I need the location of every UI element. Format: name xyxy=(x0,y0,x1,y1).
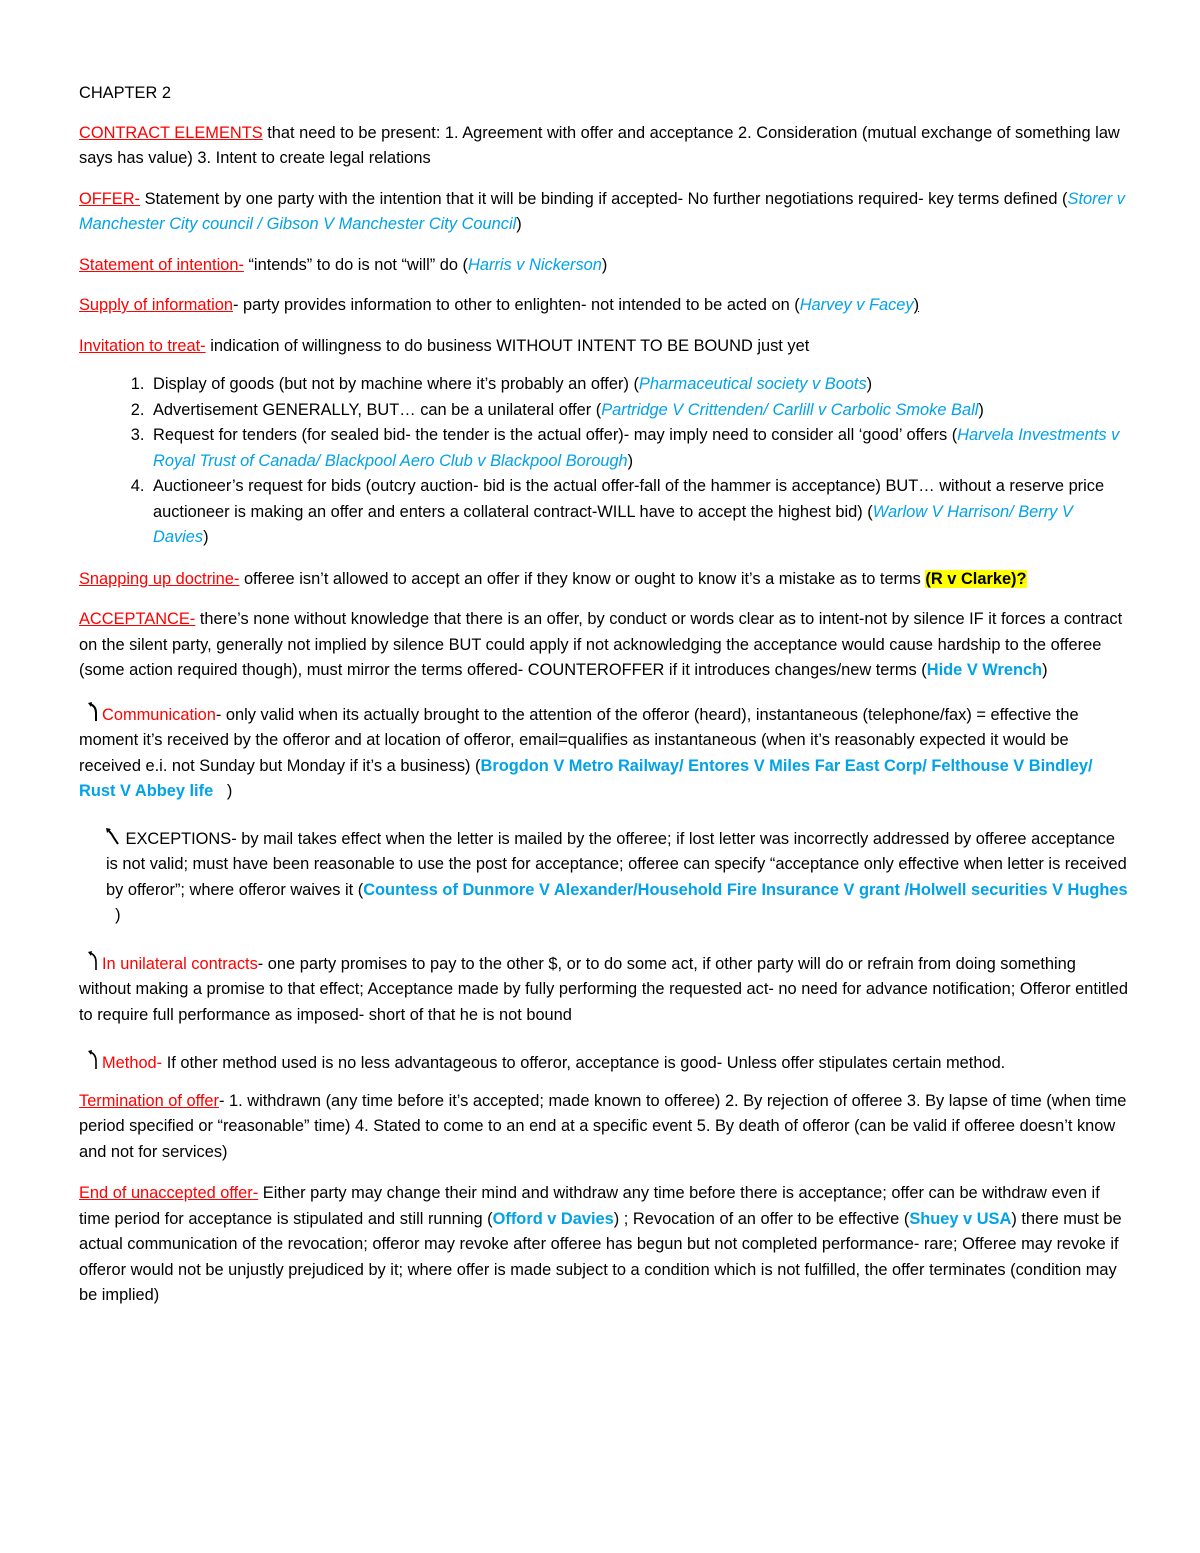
chapter-title: CHAPTER 2 xyxy=(79,84,171,102)
statement-intention-end: ) xyxy=(601,255,608,274)
statement-intention-cases: Harris v Nickerson xyxy=(468,255,602,274)
list-item-cases: Harvela Investments v Royal Trust of Canada/ Blackpool Aero Club v Blackpool Borough xyxy=(153,426,1120,470)
list-item xyxy=(149,398,1131,424)
end-unaccepted-text-3: ) there must be actual communication of the revocation; offeror may revoke after offeree has begun but not completed performance- rare; Offeree may revoke if offeror would not be unjustly prejudiced by it; where offer is made subject to a condition which is not fulfilled, the offer terminates (condition may be implied) xyxy=(79,1209,1122,1304)
list-item-cases: Partridge V Crittenden/ Carlill v Carbolic Smoke Ball xyxy=(601,400,979,419)
curved-arrow-icon xyxy=(87,951,99,971)
list-item-text: Advertisement GENERALLY, BUT… can be a unilateral offer ( xyxy=(153,400,602,419)
snapping-text: offeree isn’t allowed to accept an offer if they know or ought to know it’s a mistake as to terms xyxy=(239,569,926,588)
supply-information-end: ) xyxy=(913,296,920,314)
supply-information-text: - party provides information to other to enlighten- not intended to be acted on ( xyxy=(232,296,800,314)
supply-information-cases: Harvey v Facey xyxy=(799,296,914,314)
exceptions-paragraph xyxy=(79,827,1131,929)
unilateral-heading: In unilateral contracts xyxy=(102,954,258,973)
invitation-list xyxy=(79,372,1131,551)
snapping-heading: Snapping up doctrine- xyxy=(79,569,240,588)
list-item-end: ) xyxy=(203,528,209,546)
curved-arrow-icon xyxy=(106,828,118,846)
exceptions-end: ) xyxy=(106,906,121,924)
list-item-cases: Warlow V Harrison/ Berry V Davies xyxy=(153,502,1073,546)
curved-arrow-icon xyxy=(87,1050,99,1070)
list-item-text: Auctioneer’s request for bids (outcry auction- bid is the actual offer-fall of the hammer is acceptance) BUT… without a reserve price auctioneer is making an offer and enters a collateral contract-WILL have to accept the highest bid) ( xyxy=(153,477,1105,521)
supply-information-heading: Supply of information xyxy=(79,296,233,314)
list-item xyxy=(149,372,1131,398)
end-unaccepted-heading: End of unaccepted offer- xyxy=(79,1184,259,1202)
acceptance-text: there’s none without knowledge that there is an offer, by conduct or words clear as to intent-not by silence IF it forces a contract on the silent party, generally not implied by silence BUT could apply if not acknowledging the acceptance would cause hardship to the offeree (some action required though), must mirror the terms offered- COUNTEROFFER if it introduces changes/new terms ( xyxy=(79,610,1123,679)
end-unaccepted-case-1: Offord v Davies xyxy=(492,1209,614,1228)
list-item-text: Display of goods (but not by machine where it’s probably an offer) ( xyxy=(153,375,639,393)
acceptance-paragraph xyxy=(79,607,1131,684)
list-item-cases: Pharmaceutical society v Boots xyxy=(638,375,867,393)
list-item-end: ) xyxy=(627,451,634,470)
statement-intention-paragraph xyxy=(79,253,1131,279)
method-heading: Method- xyxy=(102,1054,163,1072)
contract-elements-paragraph xyxy=(79,121,1131,172)
communication-heading: Communication xyxy=(102,705,216,724)
offer-end: ) xyxy=(516,215,522,233)
exceptions-cases: Countess of Dunmore V Alexander/Household Fire Insurance V grant /Holwell securities V Hughes xyxy=(363,880,1128,899)
statement-intention-heading: Statement of intention- xyxy=(79,255,244,274)
end-unaccepted-paragraph xyxy=(79,1181,1131,1309)
unilateral-paragraph xyxy=(79,951,1131,1029)
supply-information-paragraph xyxy=(79,293,1131,319)
document-body xyxy=(79,81,1131,1324)
communication-cases: Brogdon V Metro Railway/ Entores V Miles Far East Corp/ Felthouse V Bindley/ Rust V Abbey life xyxy=(79,756,1093,800)
list-item-text: Request for tenders (for sealed bid- the tender is the actual offer)- may imply need to consider all ‘good’ offers ( xyxy=(153,426,958,444)
unilateral-text: - one party promises to pay to the other $, or to do some act, if other party will do or refrain from doing something without making a promise to that effect; Acceptance made by fully performing the requested act- no need for advance notification; Offeror entitled to require full performance as imposed- short of that he is not bound xyxy=(79,954,1128,1024)
acceptance-end: ) xyxy=(1042,661,1048,679)
termination-text: - 1. withdrawn (any time before it’s accepted; made known to offeree) 2. By rejection of offeree 3. By lapse of time (when time period specified or “reasonable” time) 4. Stated to come to an end at a specific event 5. By death of offeror (can be valid if offeree doesn’t know and not for services) xyxy=(79,1091,1127,1161)
method-text: If other method used is no less advantageous to offeror, acceptance is good- Unless offer stipulates certain method. xyxy=(162,1054,1006,1072)
termination-paragraph xyxy=(79,1089,1131,1166)
list-item xyxy=(149,423,1131,474)
termination-heading: Termination of offer xyxy=(79,1091,219,1110)
exceptions-text: EXCEPTIONS- by mail takes effect when the letter is mailed by the offeree; if lost letter was incorrectly addressed by offeree acceptance is not valid; must have been reasonable to use the post for acceptance; offeree can specify “acceptance only effective when letter is received by offeror”; where offeror waives it ( xyxy=(106,829,1127,899)
offer-heading: OFFER- xyxy=(79,189,141,208)
invitation-text: indication of willingness to do business WITHOUT INTENT TO BE BOUND just yet xyxy=(205,336,810,355)
end-unaccepted-case-2: Shuey v USA xyxy=(909,1209,1012,1228)
end-unaccepted-text-2: ) ; Revocation of an offer to be effective ( xyxy=(613,1209,910,1228)
communication-paragraph xyxy=(79,702,1131,805)
offer-cases: Storer v Manchester City council / Gibson V Manchester City Council xyxy=(79,189,1125,233)
list-item xyxy=(149,474,1131,551)
contract-elements-heading: CONTRACT ELEMENTS xyxy=(79,123,263,142)
communication-text: - only valid when its actually brought to the attention of the offeror (heard), instantaneous (telephone/fax) = effective the moment it’s received by the offeror and at location of offeror, email=qualifies as instantaneous (when it’s reasonably expected it would be received e.i. not Sunday but Monday if it’s a business) ( xyxy=(79,705,1079,775)
acceptance-cases: Hide V Wrench xyxy=(926,661,1043,679)
communication-end: ) xyxy=(213,782,233,800)
statement-intention-text: “intends” to do is not “will” do ( xyxy=(243,255,469,274)
offer-paragraph xyxy=(79,187,1131,238)
snapping-paragraph xyxy=(79,567,1131,593)
acceptance-heading: ACCEPTANCE- xyxy=(79,610,196,628)
snapping-highlight: (R v Clarke)? xyxy=(925,569,1027,588)
offer-text: Statement by one party with the intention that it will be binding if accepted- No further negotiations required- key terms defined ( xyxy=(140,189,1068,208)
method-paragraph xyxy=(79,1050,1131,1077)
end-unaccepted-text-1: Either party may change their mind and withdraw any time before there is acceptance; offer can be withdraw even if time period for acceptance is stipulated and still running ( xyxy=(79,1184,1100,1228)
invitation-paragraph xyxy=(79,334,1131,360)
contract-elements-text: that need to be present: 1. Agreement with offer and acceptance 2. Consideration (mutual exchange of something law says has value) 3. Intent to create legal relations xyxy=(79,123,1120,167)
list-item-end: ) xyxy=(866,375,873,393)
invitation-heading: Invitation to treat- xyxy=(79,336,206,355)
list-item-end: ) xyxy=(978,400,984,419)
curved-arrow-icon xyxy=(87,702,99,722)
